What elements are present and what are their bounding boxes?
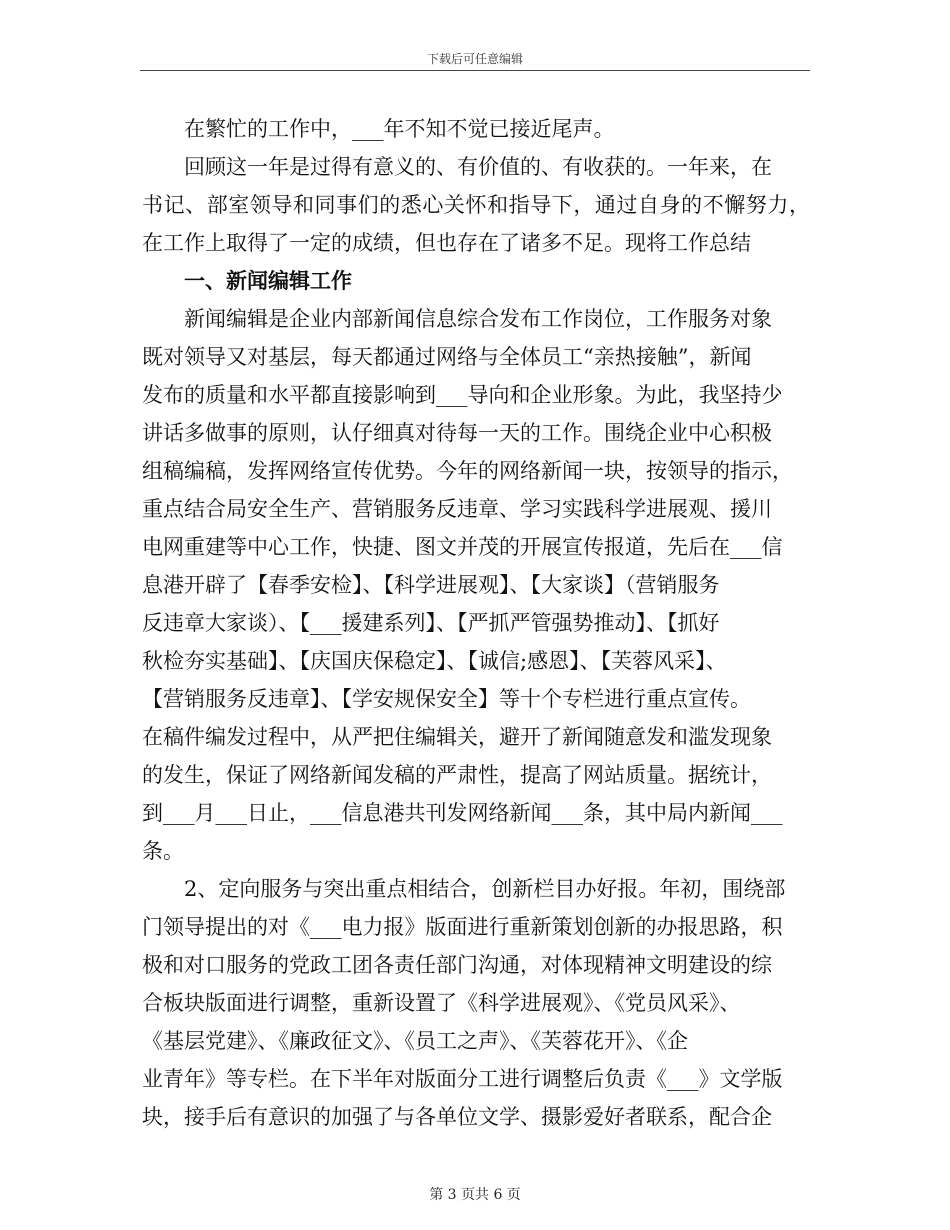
document-body	[142, 110, 810, 1136]
paragraph-line: 组稿编稿，发挥网络宣传优势。今年的网络新闻一块，按领导的指示，	[142, 459, 793, 483]
paragraph-line: 在繁忙的工作中，___年不知不觉已接近尾声。	[184, 117, 615, 141]
paragraph-line: 秋检夯实基础】、【庆国庆保稳定】、【诚信;感恩】、【芙蓉风采】、	[142, 649, 727, 673]
paragraph-line: 的发生，保证了网络新闻发稿的严肃性，提高了网站质量。据统计，	[142, 763, 772, 787]
header-divider	[140, 70, 810, 71]
paragraph-line: 业青年》等专栏。在下半年对版面分工进行调整后负责《___》文学版	[142, 1067, 783, 1091]
paragraph-line: 在工作上取得了一定的成绩，但也存在了诸多不足。现将工作总结	[142, 231, 751, 255]
paragraph-line: 息港开辟了【春季安检】、【科学进展观】、【大家谈】（营销服务	[142, 573, 720, 597]
paragraph-line: 发布的质量和水平都直接影响到___导向和企业形象。为此，我坚持少	[142, 383, 783, 407]
paragraph-line: 在稿件编发过程中，从严把住编辑关，避开了新闻随意发和滥发现象	[142, 725, 772, 749]
paragraph-line: 《基层党建》、《廉政征文》、《员工之声》、《芙蓉花开》、《企	[142, 1029, 688, 1053]
page-number: 第 3 页共 6 页	[429, 1187, 521, 1203]
paragraph-line: 合板块版面进行调整，重新设置了《科学进展观》、《党员风采》、	[142, 991, 741, 1015]
paragraph-line: 讲话多做事的原则，认仔细真对待每一天的工作。围绕企业中心积极	[142, 421, 772, 445]
page-header: 下载后可任意编辑	[426, 52, 523, 66]
section-heading: 一、新闻编辑工作	[184, 269, 352, 293]
paragraph-line: 新闻编辑是企业内部新闻信息综合发布工作岗位，工作服务对象	[184, 307, 772, 331]
paragraph-line: 回顾这一年是过得有意义的、有价值的、有收获的。一年来，在	[184, 155, 772, 179]
paragraph-line: 书记、部室领导和同事们的悉心关怀和指导下，通过自身的不懈努力，	[142, 193, 810, 217]
paragraph-line: 【营销服务反违章】、【学安规保安全】等十个专栏进行重点宣传。	[142, 687, 751, 711]
paragraph-line: 2、定向服务与突出重点相结合，创新栏目办好报。年初，围绕部	[184, 877, 786, 901]
paragraph-line: 电网重建等中心工作，快捷、图文并茂的开展宣传报道，先后在___信	[142, 535, 783, 559]
paragraph-line: 到___月___日止，___信息港共刊发网络新闻___条，其中局内新闻___	[142, 801, 783, 825]
paragraph-line: 极和对口服务的党政工团各责任部门沟通，对体现精神文明建设的综	[142, 953, 772, 977]
paragraph-line: 条。	[142, 839, 184, 863]
paragraph-line: 既对领导又对基层，每天都通过网络与全体员工“亲热接触”，新闻	[142, 345, 752, 369]
paragraph-line: 门领导提出的对《___电力报》版面进行重新策划创新的办报思路，积	[142, 915, 783, 939]
paragraph-line: 块，接手后有意识的加强了与各单位文学、摄影爱好者联系，配合企	[142, 1105, 772, 1129]
paragraph-line: 重点结合局安全生产、营销服务反违章、学习实践科学进展观、援川	[142, 497, 772, 521]
paragraph-line: 反违章大家谈）、【___援建系列】、【严抓严管强势推动】、【抓好	[142, 611, 720, 635]
